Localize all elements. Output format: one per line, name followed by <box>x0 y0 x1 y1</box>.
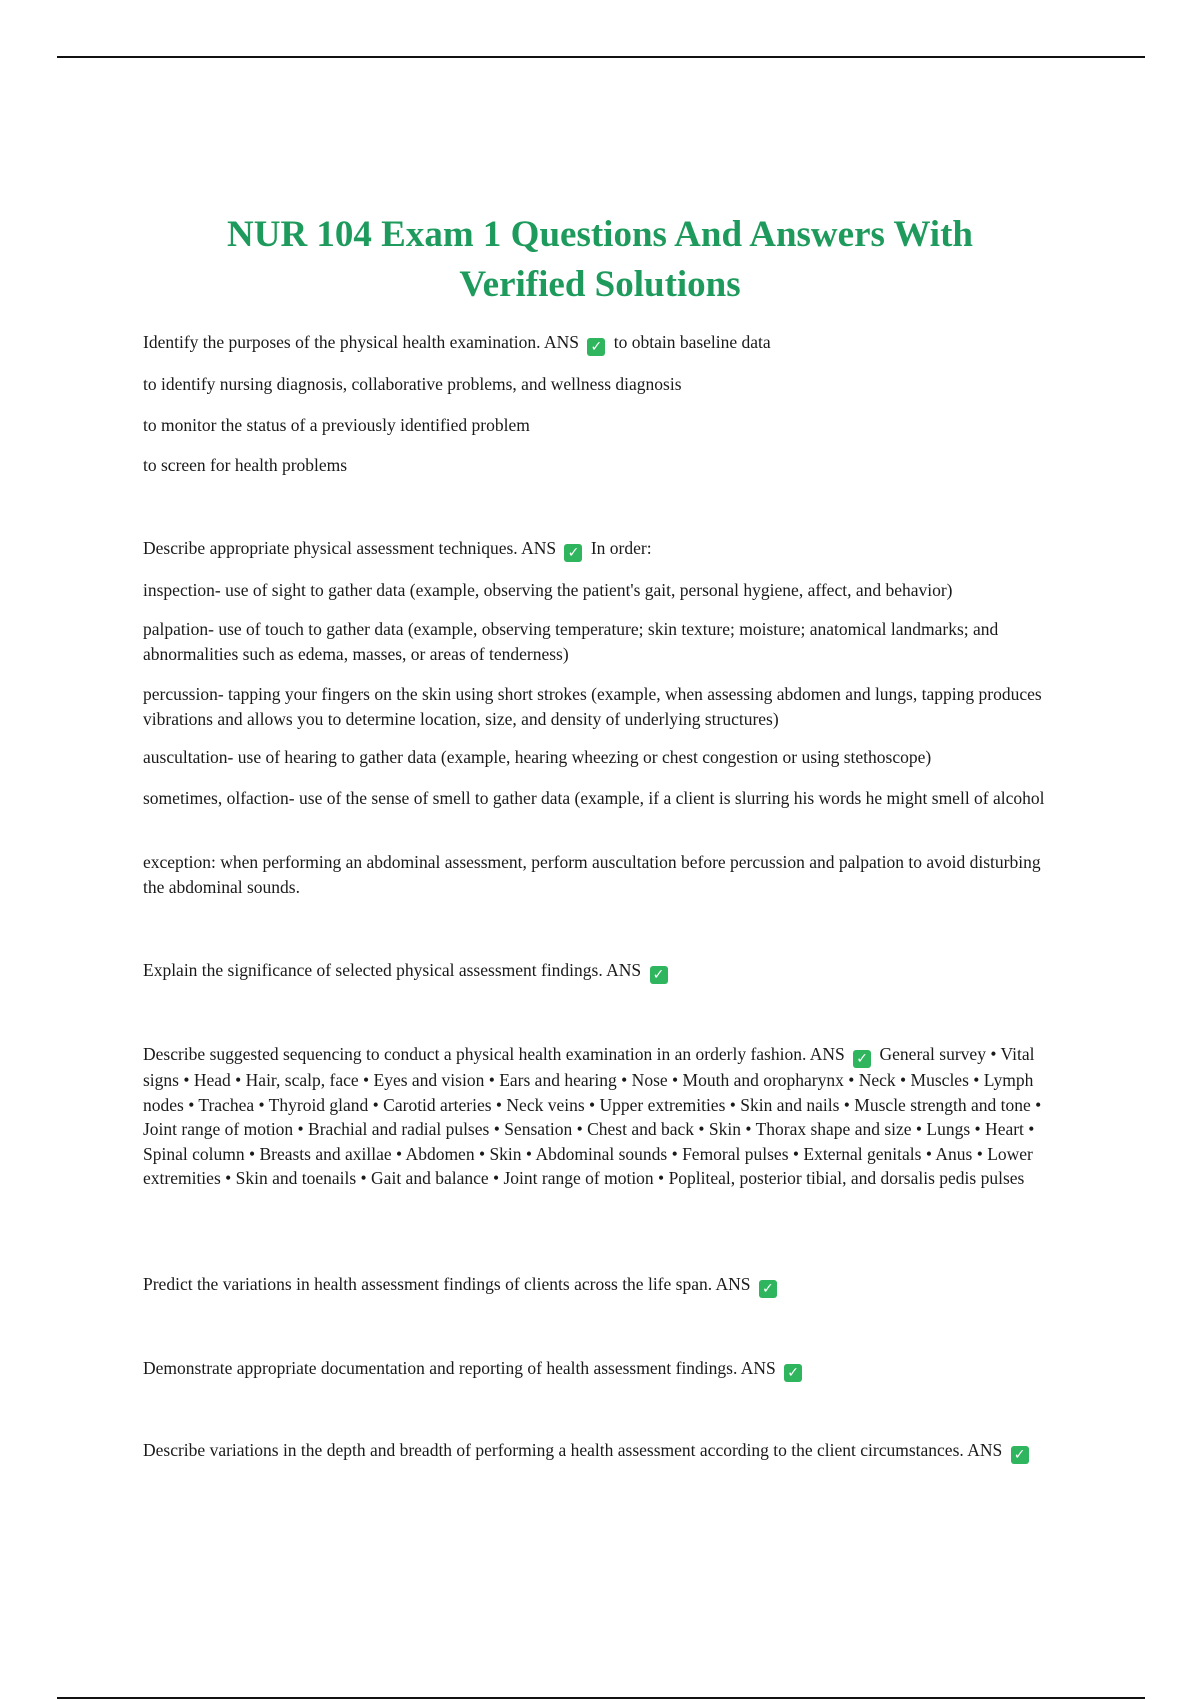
check-icon: ✓ <box>784 1364 802 1382</box>
check-icon: ✓ <box>853 1050 871 1068</box>
header-rule <box>57 56 1145 58</box>
answer-line: percussion- tapping your fingers on the skin using short strokes (example, when assessing abdomen and lungs, tapping produces vibrations and allows you to determine location, size, and density of underlying structures) <box>143 684 1042 729</box>
title-line-1: NUR 104 Exam 1 Questions And Answers With <box>227 214 973 255</box>
question-1 <box>143 330 1063 356</box>
question-2-text: Describe appropriate physical assessment techniques. ANS ✓ In order: <box>143 538 652 561</box>
footer-rule <box>57 1697 1145 1699</box>
check-icon: ✓ <box>759 1280 777 1298</box>
check-icon: ✓ <box>1011 1446 1029 1464</box>
check-icon: ✓ <box>564 544 582 562</box>
answer-line: sometimes, olfaction- use of the sense of smell to gather data (example, if a client is slurring his words he might smell of alcohol <box>143 788 1045 808</box>
question-6 <box>143 1356 1063 1382</box>
question-5 <box>143 1272 1063 1298</box>
answer-line: to monitor the status of a previously identified problem <box>143 415 530 435</box>
document-title <box>100 210 1100 310</box>
question-6-text: Demonstrate appropriate documentation and reporting of health assessment findings. ANS ✓ <box>143 1356 1063 1382</box>
question-4 <box>143 1042 1063 1191</box>
title-line-2: Verified Solutions <box>459 264 741 305</box>
question-7 <box>143 1436 1063 1464</box>
answer-line: auscultation- use of hearing to gather data (example, hearing wheezing or chest congestion or using stethoscope) <box>143 747 932 767</box>
question-2 <box>143 536 1063 562</box>
answer-line: inspection- use of sight to gather data (example, observing the patient's gait, personal hygiene, affect, and behavior) <box>143 580 953 600</box>
question-4-text: Describe suggested sequencing to conduct a physical health examination in an orderly fashion. ANS ✓ General survey • Vital signs • Head • Hair, scalp, face • Eyes and vision • Ears and hearing • Nose • Mouth and oropharynx • Neck • Muscles • Lymph nodes • Trachea • Thyroid gland • Carotid arteries • Neck veins • Upper extremities • Skin and nails • Muscle strength and tone • Joint range of motion • Brachial and radial pulses • Sensation • Chest and back • Skin • Thorax shape and size • Lungs • Heart • Spinal column • Breasts and axillae • Abdomen • Skin • Abdominal sounds • Femoral pulses • External genitals • Anus • Lower extremities • Skin and toenails • Gait and balance • Joint range of motion • Popliteal, posterior tibial, and dorsalis pedis pulses <box>143 1044 1042 1188</box>
check-icon: ✓ <box>650 966 668 984</box>
question-5-text: Predict the variations in health assessment findings of clients across the life span. ANS ✓ <box>143 1272 1063 1298</box>
answer-line: exception: when performing an abdominal assessment, perform auscultation before percussion and palpation to avoid disturbing the abdominal sounds. <box>143 852 1041 897</box>
answer-line: to identify nursing diagnosis, collaborative problems, and wellness diagnosis <box>143 374 682 394</box>
question-3 <box>143 958 1063 984</box>
answer-line: palpation- use of touch to gather data (example, observing temperature; skin texture; moisture; anatomical landmarks; and abnormalities such as edema, masses, or areas of tenderness) <box>143 619 999 664</box>
answer-line: to screen for health problems <box>143 455 348 475</box>
question-1-text: Identify the purposes of the physical health examination. ANS ✓ to obtain baseline data <box>143 332 771 355</box>
check-icon: ✓ <box>587 338 605 356</box>
question-3-text: Explain the significance of selected physical assessment findings. ANS ✓ <box>143 958 1063 984</box>
question-7-text: Describe variations in the depth and breadth of performing a health assessment according to the client circumstances. ANS ✓ <box>143 1436 1063 1464</box>
